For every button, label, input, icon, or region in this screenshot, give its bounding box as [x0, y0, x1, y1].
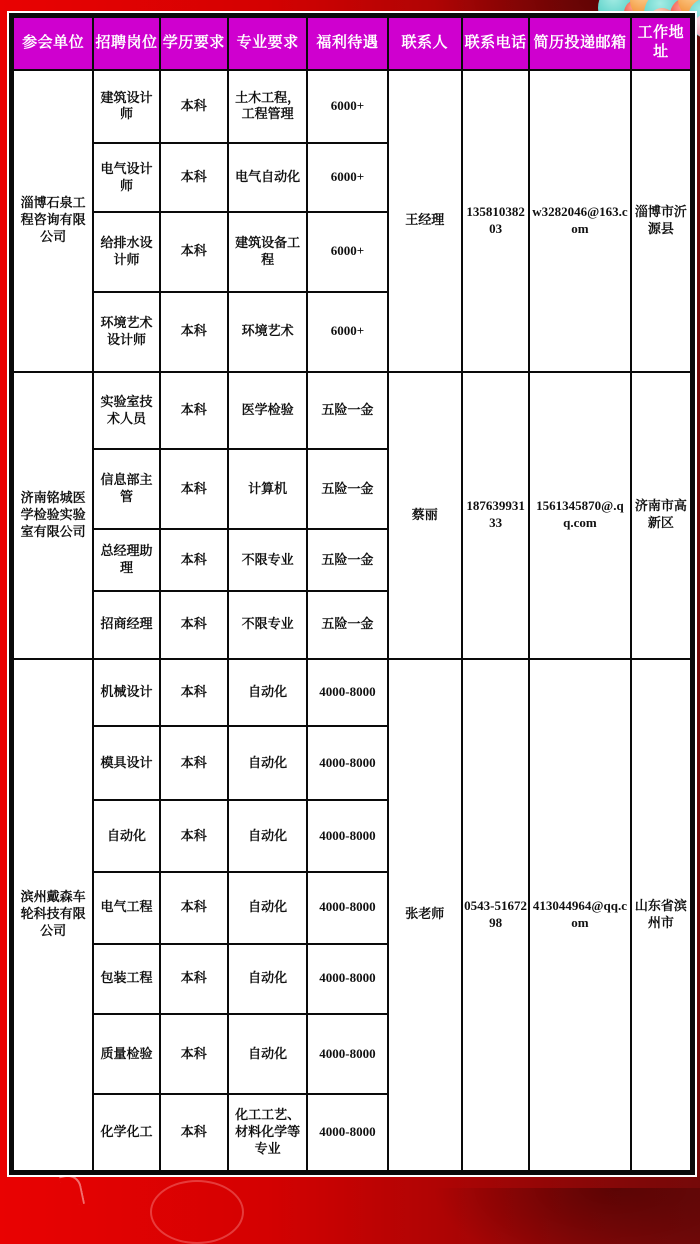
position-cell: 质量检验 [93, 1014, 159, 1094]
position-cell: 信息部主管 [93, 449, 159, 529]
table-row [13, 70, 691, 144]
major-cell: 建筑设备工程 [228, 212, 307, 292]
header-cell-major: 专业要求 [228, 17, 307, 70]
salary-cell: 五险一金 [307, 449, 387, 529]
position-cell: 电气设计师 [93, 143, 159, 212]
table-header-row [13, 17, 691, 70]
phone-cell: 13581038203 [462, 70, 529, 372]
position-cell: 自动化 [93, 800, 159, 872]
position-cell: 化学化工 [93, 1094, 159, 1171]
company-name-cell: 滨州戴森车轮科技有限公司 [13, 659, 93, 1171]
phone-cell: 18763993133 [462, 372, 529, 659]
company-name-cell: 淄博石泉工程咨询有限公司 [13, 70, 93, 372]
position-cell: 电气工程 [93, 872, 159, 944]
recruitment-table [12, 16, 692, 1172]
position-cell: 招商经理 [93, 591, 159, 659]
address-cell: 淄博市沂源县 [631, 70, 691, 372]
header-cell-contact: 联系人 [388, 17, 462, 70]
position-cell: 包装工程 [93, 944, 159, 1015]
salary-cell: 6000+ [307, 70, 387, 144]
phone-cell: 0543-5167298 [462, 659, 529, 1171]
position-cell: 实验室技术人员 [93, 372, 159, 450]
major-cell: 自动化 [228, 800, 307, 872]
salary-cell: 6000+ [307, 212, 387, 292]
major-cell: 土木工程，工程管理 [228, 70, 307, 144]
education-cell: 本科 [160, 659, 228, 727]
contact-cell: 蔡丽 [388, 372, 462, 659]
header-cell-position: 招聘岗位 [93, 17, 159, 70]
salary-cell: 4000-8000 [307, 944, 387, 1015]
salary-cell: 4000-8000 [307, 1014, 387, 1094]
header-cell-salary: 福利待遇 [307, 17, 387, 70]
education-cell: 本科 [160, 591, 228, 659]
major-cell: 不限专业 [228, 591, 307, 659]
header-cell-phone: 联系电话 [462, 17, 529, 70]
education-cell: 本科 [160, 529, 228, 591]
email-cell: 413044964@qq.com [529, 659, 630, 1171]
education-cell: 本科 [160, 800, 228, 872]
education-cell: 本科 [160, 1094, 228, 1171]
salary-cell: 五险一金 [307, 372, 387, 450]
major-cell: 化工工艺、材料化学等专业 [228, 1094, 307, 1171]
position-cell: 模具设计 [93, 726, 159, 800]
header-cell-education: 学历要求 [160, 17, 228, 70]
address-cell: 山东省滨州市 [631, 659, 691, 1171]
education-cell: 本科 [160, 292, 228, 372]
company-name-cell: 济南铭城医学检验实验室有限公司 [13, 372, 93, 659]
major-cell: 不限专业 [228, 529, 307, 591]
table-row [13, 659, 691, 727]
salary-cell: 4000-8000 [307, 726, 387, 800]
major-cell: 计算机 [228, 449, 307, 529]
salary-cell: 4000-8000 [307, 659, 387, 727]
major-cell: 自动化 [228, 944, 307, 1015]
header-cell-address: 工作地址 [631, 17, 691, 70]
education-cell: 本科 [160, 449, 228, 529]
education-cell: 本科 [160, 212, 228, 292]
major-cell: 自动化 [228, 659, 307, 727]
salary-cell: 4000-8000 [307, 800, 387, 872]
major-cell: 电气自动化 [228, 143, 307, 212]
major-cell: 环境艺术 [228, 292, 307, 372]
salary-cell: 6000+ [307, 143, 387, 212]
major-cell: 医学检验 [228, 372, 307, 450]
salary-cell: 五险一金 [307, 591, 387, 659]
address-cell: 济南市高新区 [631, 372, 691, 659]
salary-cell: 4000-8000 [307, 872, 387, 944]
education-cell: 本科 [160, 944, 228, 1015]
circle-doodle [150, 1180, 244, 1244]
major-cell: 自动化 [228, 726, 307, 800]
education-cell: 本科 [160, 372, 228, 450]
salary-cell: 4000-8000 [307, 1094, 387, 1171]
education-cell: 本科 [160, 70, 228, 144]
contact-cell: 张老师 [388, 659, 462, 1171]
position-cell: 环境艺术设计师 [93, 292, 159, 372]
salary-cell: 五险一金 [307, 529, 387, 591]
position-cell: 给排水设计师 [93, 212, 159, 292]
contact-cell: 王经理 [388, 70, 462, 372]
salary-cell: 6000+ [307, 292, 387, 372]
email-cell: w3282046@163.com [529, 70, 630, 372]
position-cell: 机械设计 [93, 659, 159, 727]
table-row [13, 372, 691, 450]
education-cell: 本科 [160, 726, 228, 800]
email-cell: 1561345870@.qq.com [529, 372, 630, 659]
ribbon-doodle [59, 1172, 85, 1207]
position-cell: 建筑设计师 [93, 70, 159, 144]
education-cell: 本科 [160, 1014, 228, 1094]
education-cell: 本科 [160, 143, 228, 212]
education-cell: 本科 [160, 872, 228, 944]
header-cell-company: 参会单位 [13, 17, 93, 70]
major-cell: 自动化 [228, 1014, 307, 1094]
position-cell: 总经理助理 [93, 529, 159, 591]
header-cell-email: 简历投递邮箱 [529, 17, 630, 70]
major-cell: 自动化 [228, 872, 307, 944]
recruitment-table-sheet [9, 13, 695, 1175]
